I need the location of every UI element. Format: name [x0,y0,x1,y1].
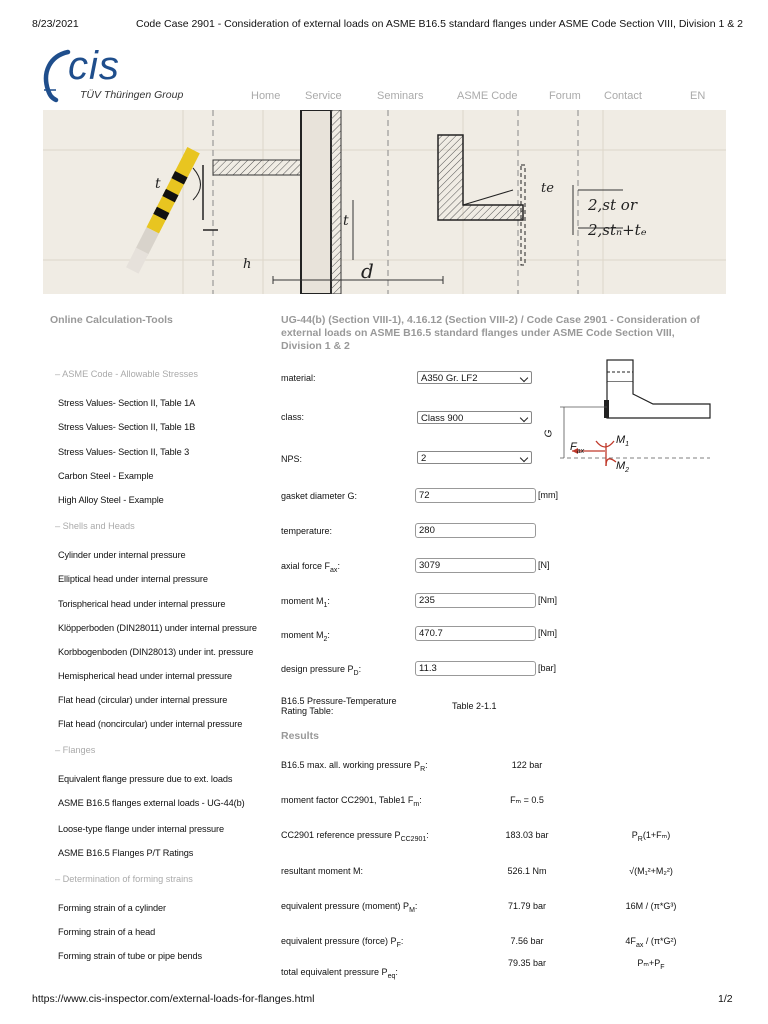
sidebar-item-korbbogenboden[interactable]: Korbbogenboden (DIN28013) under int. pressure [58,647,254,657]
sidebar-heading-allowable-stresses[interactable]: – ASME Code - Allowable Stresses [55,369,198,379]
page-title: UG-44(b) (Section VIII-1), 4.16.12 (Section VIII-2) / Code Case 2901 - Consideration of external loads on ASME B16.5 standard flanges under ASME Code Section VIII, Division 1 & 2 [281,314,700,352]
sidebar-item-carbon-steel[interactable]: Carbon Steel - Example [58,471,154,481]
design-pressure-label: design pressure $P_D$: [281,664,362,677]
class-value: Class 900 [421,413,464,424]
gasket-g-label: G [543,429,555,438]
nps-label: NPS: [281,454,303,464]
result-value-pm: 71.79 bar [507,901,547,911]
axial-force-input[interactable]: 3079 [415,558,536,573]
sidebar-item-hemispherical-head[interactable]: Hemispherical head under internal pressure [58,671,233,681]
print-footer-url: https://www.cis-inspector.com/external-loads-for-flanges.html [32,993,315,1005]
logo-text: cis [68,44,120,88]
nav-forum[interactable]: Forum [549,90,581,102]
axial-force-label: axial force $F_{ax}$: [281,561,340,574]
material-label: material: [281,373,316,383]
sidebar-heading-shells-heads[interactable]: – Shells and Heads [55,521,135,531]
result-label-pr: B16.5 max. all. working pressure $P_R$: [281,760,428,773]
sidebar-title: Online Calculation-Tools [50,314,173,326]
print-date: 8/23/2021 [32,18,79,30]
sidebar-heading-flanges[interactable]: – Flanges [55,745,96,755]
temperature-label: temperature: [281,526,333,536]
sidebar-item-kloepperboden[interactable]: Klöpperboden (DIN28011) under internal pressure [58,623,257,633]
svg-text:2,stₙ+tₑ: 2,stₙ+tₑ [588,221,647,239]
result-value-pf: 7.56 bar [510,936,544,946]
material-value: A350 Gr. LF2 [421,373,478,384]
result-formula-pf: $4F_{ax} / (\pi*G^2)$ [625,936,677,949]
gasket-diameter-input[interactable]: 72 [415,488,536,503]
sidebar-item-torispherical-head[interactable]: Torispherical head under internal pressure [58,599,226,609]
result-value-fm: Fₘ = 0.5 [510,795,544,805]
class-label: class: [281,412,305,422]
sidebar-item-b16-5-pt-ratings[interactable]: ASME B16.5 Flanges P/T Ratings [58,848,194,858]
nav-seminars[interactable]: Seminars [377,90,424,102]
moment1-label: moment $M_1$: [281,596,330,609]
result-label-fm: moment factor CC2901, Table1 $F_m$: [281,795,422,808]
flange-diagram-svg [550,358,715,478]
nps-select[interactable] [417,451,532,464]
nav-language[interactable]: EN [690,90,706,102]
print-page-number: 1/2 [718,993,733,1005]
result-value-pcc: 183.03 bar [505,830,549,840]
technical-drawing-illustration [43,110,726,294]
fax-label: $F_{ax}$ [570,441,585,456]
result-value-pr: 122 bar [511,760,543,770]
sidebar-item-forming-strain-pipe-bends[interactable]: Forming strain of tube or pipe bends [58,951,202,961]
result-label-pm: equivalent pressure (moment) $P_M$: [281,901,418,914]
chevron-down-icon [520,454,528,462]
rating-table-label: B16.5 Pressure-Temperature Rating Table: [281,696,397,716]
logo-subtitle: TÜV Thüringen Group [80,89,184,101]
design-pressure-input[interactable]: 11.3 [415,661,536,676]
sidebar-item-flat-head-circular[interactable]: Flat head (circular) under internal pressure [58,695,228,705]
sidebar-item-high-alloy-steel[interactable]: High Alloy Steel - Example [58,495,164,505]
material-select[interactable] [417,371,532,384]
sidebar-item-loose-type-flange[interactable]: Loose-type flange under internal pressure [58,824,224,834]
rating-table-value: Table 2-1.1 [452,701,497,711]
moment1-input[interactable]: 235 [415,593,536,608]
moment2-input[interactable]: 470.7 [415,626,536,641]
chevron-down-icon [520,374,528,382]
svg-text:t: t [343,213,349,229]
nav-home[interactable]: Home [251,90,281,102]
result-value-peq: 79.35 bar [507,958,547,968]
design-pressure-unit: [bar] [538,663,557,673]
sidebar-item-stress-values-1a[interactable]: Stress Values- Section II, Table 1A [58,398,196,408]
sidebar-item-stress-values-1b[interactable]: Stress Values- Section II, Table 1B [58,422,196,432]
nav-contact[interactable]: Contact [604,90,642,102]
sidebar-item-forming-strain-cylinder[interactable]: Forming strain of a cylinder [58,903,167,913]
sidebar-item-forming-strain-head[interactable]: Forming strain of a head [58,927,156,937]
nps-value: 2 [421,453,427,464]
svg-text:h: h [243,257,252,272]
result-formula-pcc: $P_R(1+F_m)$ [631,830,671,843]
result-label-m: resultant moment M: [281,866,364,876]
moment2-label: moment $M_2$: [281,630,330,643]
class-select[interactable] [417,411,532,424]
flange-load-diagram [543,358,715,478]
m1-label: $M_1$ [616,434,630,449]
result-formula-peq: $P_m+P_F$ [637,958,665,971]
chevron-down-icon [520,414,528,422]
print-title: Code Case 2901 - Consideration of external loads on ASME B16.5 standard flanges under ASME Code Section VIII, Division 1 & 2 [136,18,744,30]
m2-label: $M_2$ [616,460,630,475]
svg-text:2,st or: 2,st or [588,196,638,214]
banner-image [43,110,726,294]
svg-text:te: te [541,181,554,196]
svg-text:t: t [155,176,161,192]
result-label-pcc: CC2901 reference pressure $P_{CC2901}$: [281,830,429,843]
sidebar-item-elliptical-head[interactable]: Elliptical head under internal pressure [58,574,208,584]
result-formula-pm: 16M / (π*G³) [625,901,677,911]
temperature-input[interactable]: 280 [415,523,536,538]
cis-logo[interactable] [42,46,202,106]
nav-service[interactable]: Service [305,90,342,102]
axial-force-unit: [N] [538,560,550,570]
sidebar-item-b16-5-external-loads[interactable]: ASME B16.5 flanges external loads - UG-44(b) [58,798,245,808]
moment1-unit: [Nm] [538,595,557,605]
sidebar-heading-forming-strains[interactable]: – Determination of forming strains [55,874,193,884]
result-value-m: 526.1 Nm [507,866,547,876]
sidebar-item-cylinder[interactable]: Cylinder under internal pressure [58,550,186,560]
sidebar-item-equivalent-flange-pressure[interactable]: Equivalent flange pressure due to ext. loads [58,774,233,784]
gasket-label: gasket diameter G: [281,491,358,501]
result-label-pf: equivalent pressure (force) $P_F$: [281,936,404,949]
result-formula-m: √(M₁²+M₂²) [629,866,673,876]
moment2-unit: [Nm] [538,628,557,638]
nav-asme-code[interactable]: ASME Code [457,90,518,102]
results-heading: Results [281,730,319,742]
result-label-peq: total equivalent pressure $P_{eq}$: [281,967,398,980]
svg-text:d: d [361,259,374,283]
sidebar-item-stress-values-3[interactable]: Stress Values- Section II, Table 3 [58,447,190,457]
gasket-unit: [mm] [538,490,558,500]
sidebar-item-flat-head-noncircular[interactable]: Flat head (noncircular) under internal pressure [58,719,243,729]
